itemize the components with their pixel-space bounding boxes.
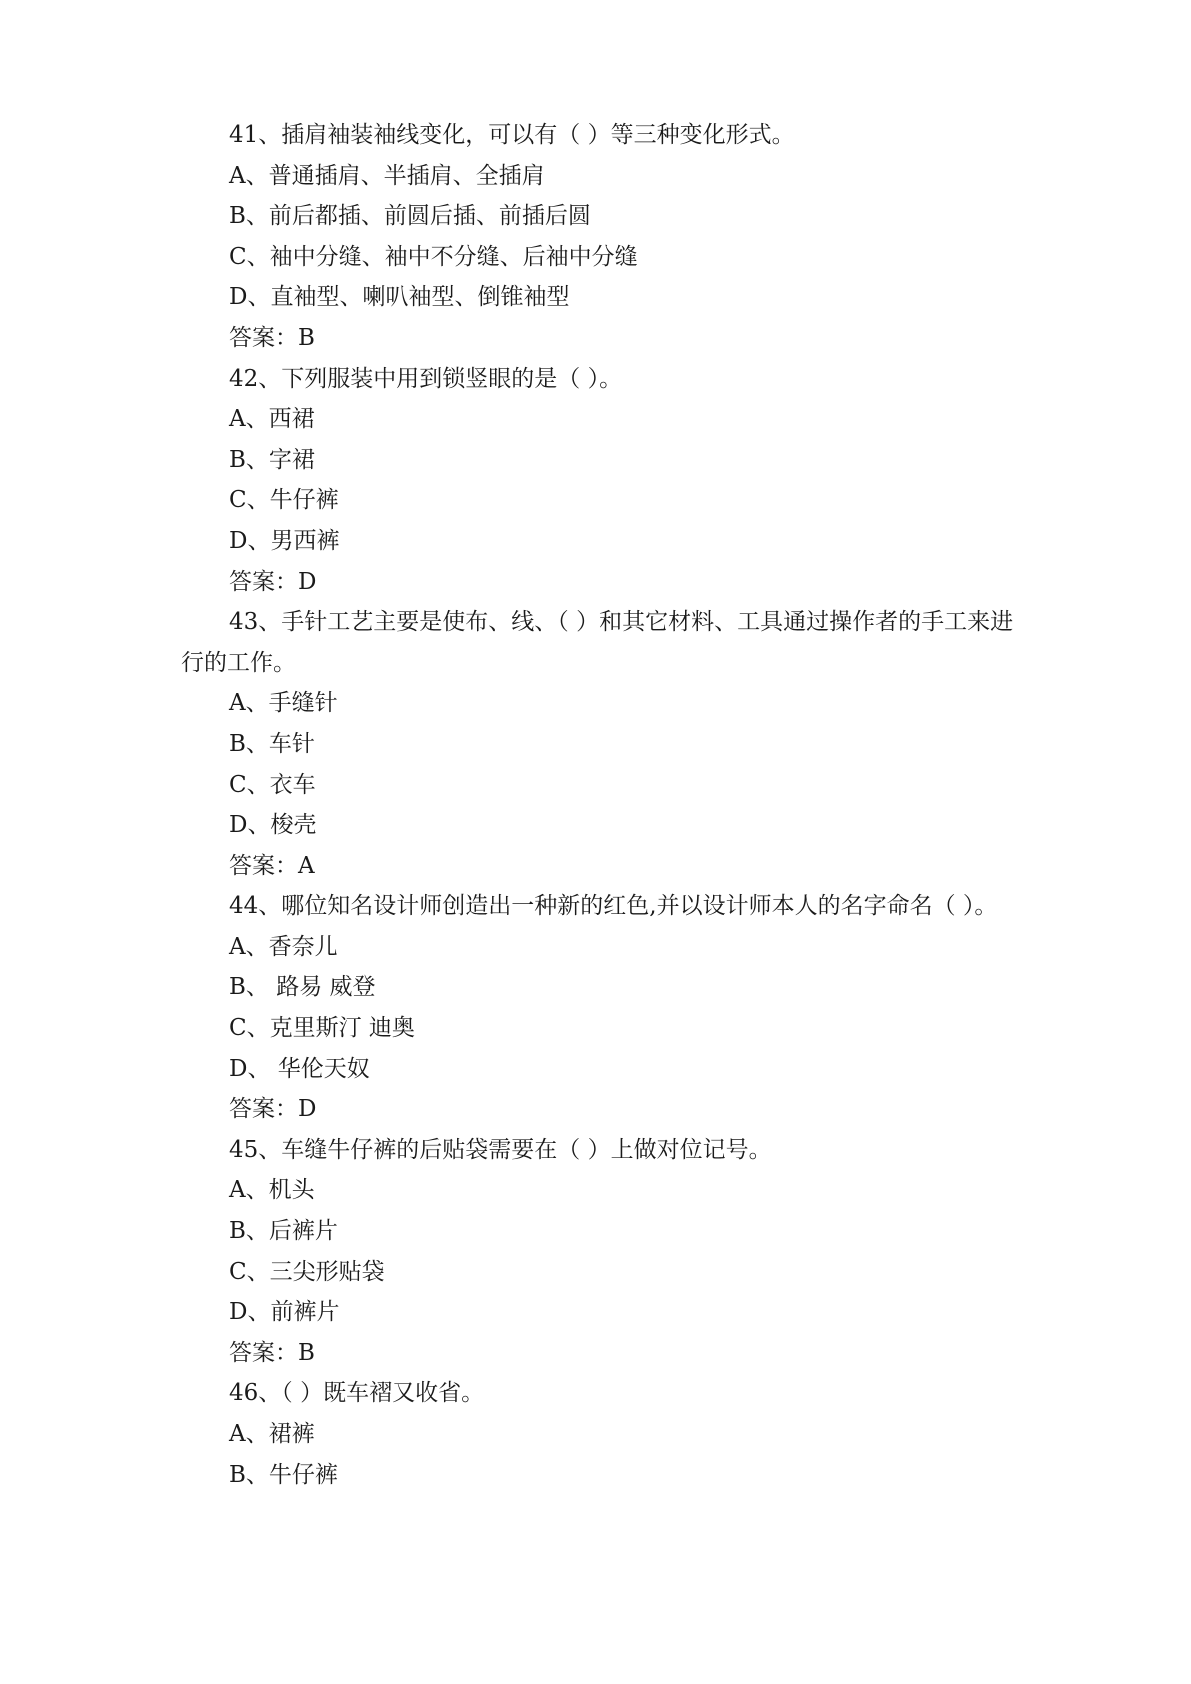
option-c: C、袖中分缝、袖中不分缝、后袖中分缝: [229, 243, 638, 270]
answer-line: 答案：D: [229, 568, 317, 595]
question-stem: 42、下列服装中用到锁竖眼的是（ ）。: [229, 365, 623, 392]
option-a: A、普通插肩、半插肩、全插肩: [229, 162, 545, 189]
option-a: A、西裙: [229, 406, 315, 433]
option-c: C、克里斯汀 迪奥: [229, 1015, 415, 1042]
option-b: B、车针: [229, 730, 315, 757]
option-b: B、字裙: [229, 446, 315, 473]
option-a: A、机头: [229, 1177, 315, 1204]
option-d: D、梭壳: [229, 812, 317, 839]
option-d: D、直袖型、喇叭袖型、倒锥袖型: [229, 284, 570, 311]
option-d: D、前裤片: [229, 1299, 340, 1326]
answer-line: 答案：A: [229, 852, 315, 879]
question-stem: 46、（ ）既车褶又收省。: [229, 1380, 485, 1407]
question-stem: 44、哪位知名设计师创造出一种新的红色,并以设计师本人的名字命名（ ）。: [229, 893, 998, 920]
option-d: D、 华伦天奴: [229, 1055, 370, 1082]
option-d: D、男西裤: [229, 527, 340, 554]
answer-line: 答案：D: [229, 1096, 317, 1123]
option-a: A、香奈儿: [229, 933, 338, 960]
question-stem: 45、车缝牛仔裤的后贴袋需要在（ ）上做对位记号。: [229, 1136, 772, 1163]
option-a: A、裙裤: [229, 1421, 315, 1447]
option-c: C、三尖形贴袋: [229, 1258, 385, 1285]
option-b: B、后裤片: [229, 1218, 338, 1245]
option-b: B、前后都插、前圆后插、前插后圆: [229, 203, 591, 230]
question-stem: 43、手针工艺主要是使布、线、（ ）和其它材料、工具通过操作者的手工来进行的工作。: [181, 609, 1014, 676]
question-list: [181, 115, 1021, 1495]
answer-line: 答案：B: [229, 324, 315, 351]
option-b: B、牛仔裤: [229, 1461, 338, 1488]
option-b: B、 路易 威登: [229, 974, 376, 1001]
option-c: C、牛仔裤: [229, 487, 339, 514]
question-stem: 41、插肩袖装袖线变化，可以有（ ）等三种变化形式。: [229, 122, 795, 148]
option-c: C、衣车: [229, 771, 316, 798]
answer-line: 答案：B: [229, 1339, 315, 1366]
option-a: A、手缝针: [229, 690, 338, 717]
